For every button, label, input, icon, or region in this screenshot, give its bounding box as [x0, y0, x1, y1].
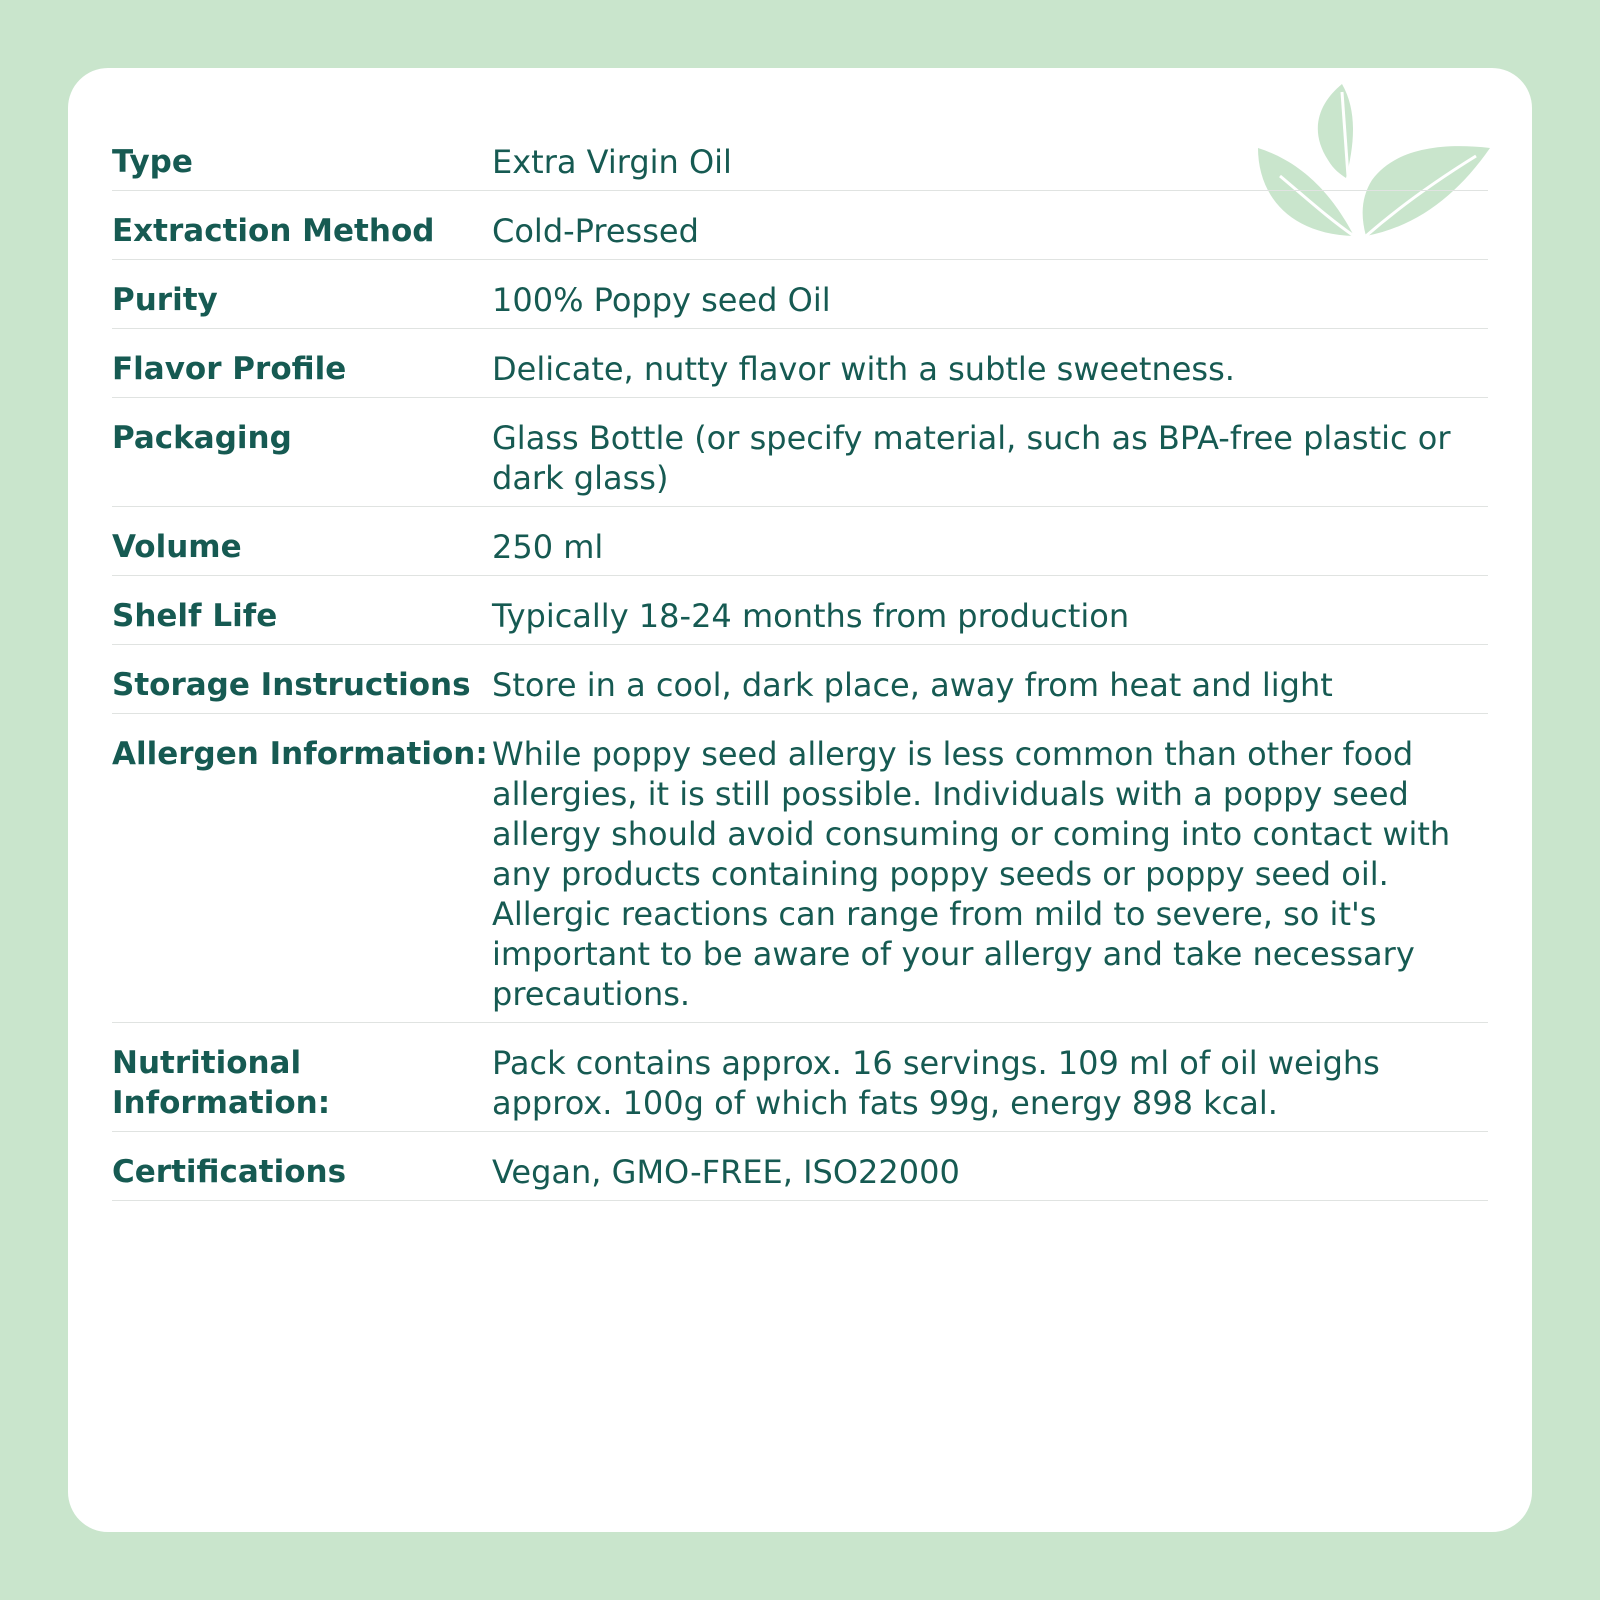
spec-label: Certifications [112, 1154, 347, 1190]
spec-label: Volume [112, 529, 242, 565]
spec-value: Pack contains approx. 16 servings. 109 ml of oil weighs approx. 100g of which fats 99g, energy 898 kcal. [492, 1044, 1380, 1122]
spec-label: Flavor Profile [112, 351, 347, 387]
spec-row-certifications [112, 1132, 1488, 1201]
spec-label: Allergen Information: [112, 736, 488, 772]
spec-row-volume [112, 507, 1488, 576]
spec-value: Store in a cool, dark place, away from heat and light [492, 666, 1333, 704]
spec-value: Glass Bottle (or specify material, such as BPA-free plastic or dark glass) [492, 419, 1451, 497]
spec-label: Storage Instructions [112, 667, 471, 703]
spec-row-packaging [112, 398, 1488, 507]
spec-value: Vegan, GMO-FREE, ISO22000 [492, 1153, 960, 1191]
spec-value: Typically 18-24 months from production [492, 597, 1130, 635]
spec-row-extraction-method [112, 191, 1488, 260]
spec-label: Shelf Life [112, 598, 278, 634]
spec-table [112, 122, 1488, 1201]
spec-label: Nutritional Information: [112, 1045, 331, 1121]
spec-label: Purity [112, 282, 218, 318]
spec-value: Extra Virgin Oil [492, 143, 732, 181]
spec-row-type [112, 122, 1488, 191]
spec-label: Packaging [112, 420, 292, 456]
spec-row-allergen-information [112, 714, 1488, 1023]
spec-row-shelf-life [112, 576, 1488, 645]
spec-row-purity [112, 260, 1488, 329]
spec-value: 250 ml [492, 528, 604, 566]
spec-label: Type [112, 144, 193, 180]
spec-row-nutritional-information [112, 1023, 1488, 1132]
spec-value: While poppy seed allergy is less common than other food allergies, it is still possible. Individuals with a poppy seed allergy should avoid consuming or coming into contact with any products containing poppy seeds or poppy seed oil. Allergic reactions can range from mild to severe, so it's important to be aware of your allergy and take necessary precautions. [492, 735, 1451, 1013]
spec-row-flavor-profile [112, 329, 1488, 398]
spec-value: Cold-Pressed [492, 212, 699, 250]
spec-value: Delicate, nutty flavor with a subtle sweetness. [492, 350, 1235, 388]
spec-value: 100% Poppy seed Oil [492, 281, 831, 319]
spec-label: Extraction Method [112, 213, 435, 249]
spec-row-storage-instructions [112, 645, 1488, 714]
